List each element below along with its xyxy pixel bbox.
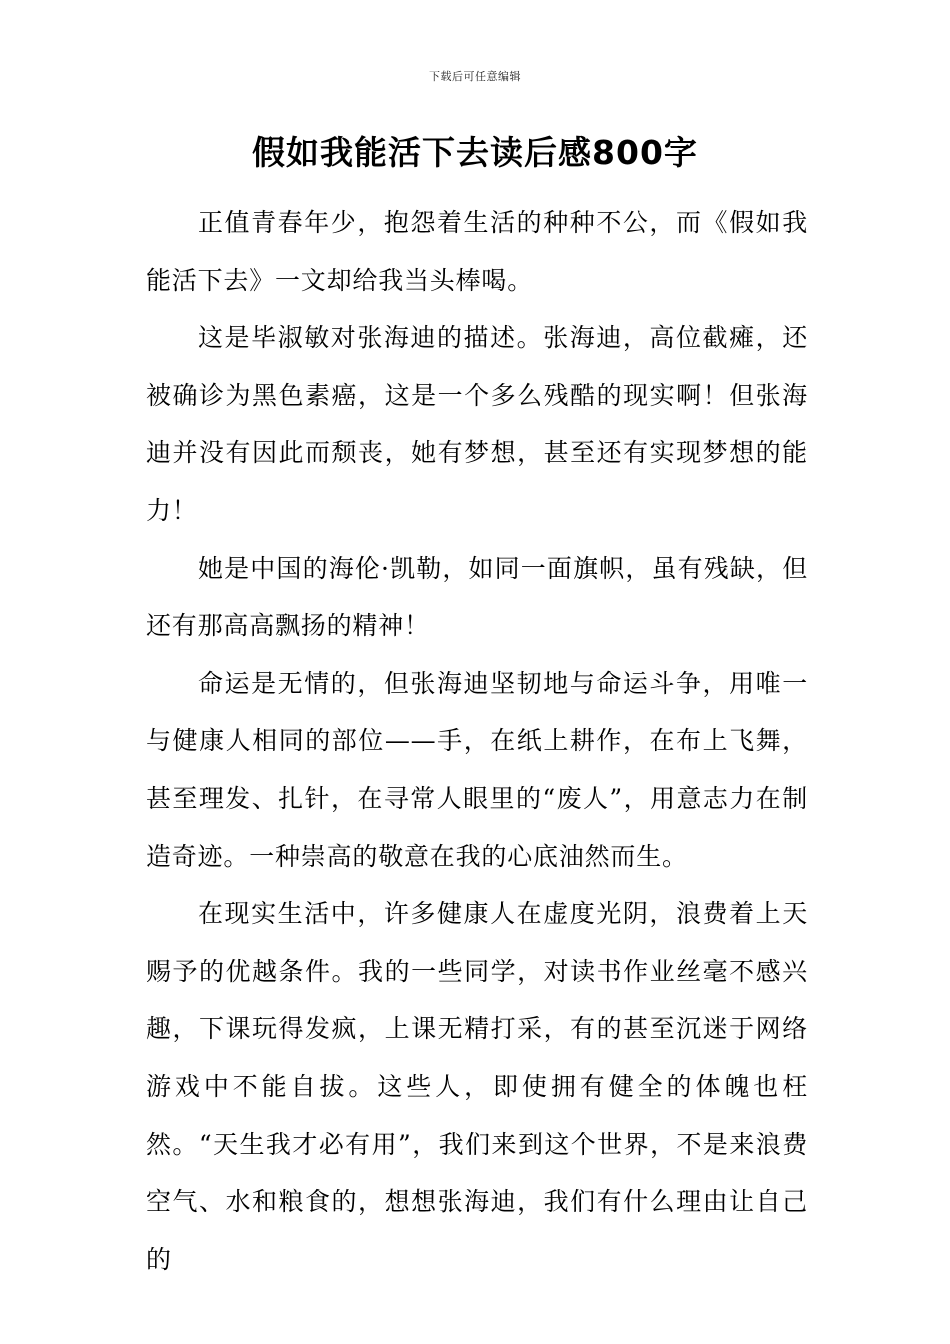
paragraph-1: 正值青春年少，抱怨着生活的种种不公，而《假如我能活下去》一文却给我当头棒喝。 (146, 208, 808, 295)
paragraph-2: 这是毕淑敏对张海迪的描述。张海迪，高位截瘫，还被确诊为黑色素癌，这是一个多么残酷的现实啊！但张海迪并没有因此而颓丧，她有梦想，甚至还有实现梦想的能力！ (146, 323, 808, 525)
paragraph-3: 她是中国的海伦·凯勒，如同一面旗帜，虽有残缺，但还有那高高飘扬的精神！ (146, 553, 808, 641)
header-note: 下载后可任意编辑 (429, 70, 521, 83)
page-title: 假如我能活下去读后感800字 (252, 133, 698, 172)
document-body (146, 194, 808, 1288)
paragraph-5: 在现实生活中，许多健康人在虚度光阴，浪费着上天赐予的优越条件。我的一些同学，对读书作业丝毫不感兴趣，下课玩得发疯，上课无精打采，有的甚至沉迷于网络游戏中不能自拔。这些人，即使拥有健全的体魄也枉然。“天生我才必有用”，我们来到这个世界，不是来浪费空气、水和粮食的，想想张海迪，我们有什么理由让自己的 (146, 899, 808, 1274)
paragraph-4: 命运是无情的，但张海迪坚韧地与命运斗争，用唯一与健康人相同的部位——手，在纸上耕作，在布上飞舞，甚至理发、扎针，在寻常人眼里的“废人”，用意志力在制造奇迹。一种崇高的敬意在我的心底油然而生。 (146, 668, 808, 871)
